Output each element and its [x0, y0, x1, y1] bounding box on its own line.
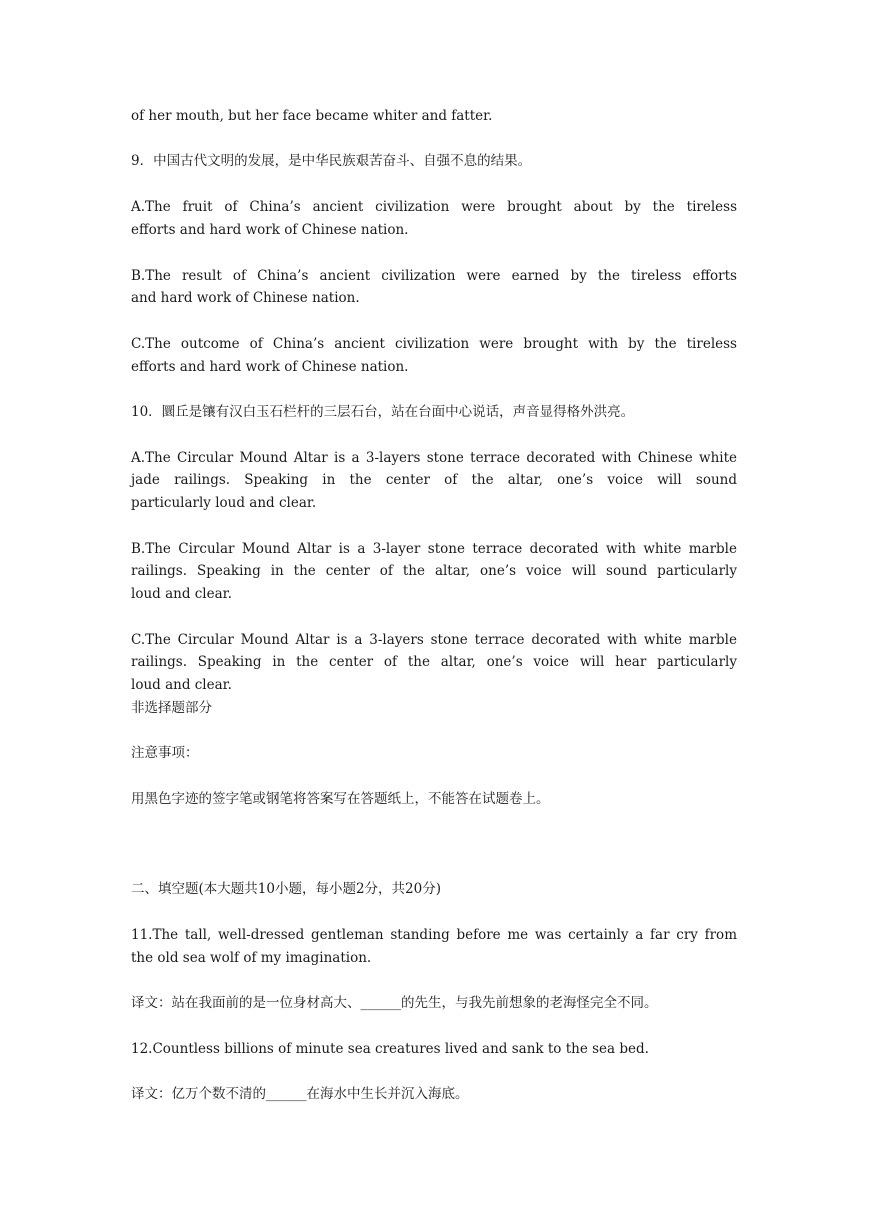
question-9-stem: 9．中国古代文明的发展，是中华民族艰苦奋斗、自强不息的结果。 [131, 153, 532, 169]
question-11-translation: 译文：站在我面前的是一位身材高大、______的先生，与我先前想象的老海怪完全不同。 [131, 995, 658, 1011]
option-line: loud and clear. [131, 677, 232, 693]
option-line: A.The Circular Mound Altar is a 3-layers stone terrace decorated with Chinese white [131, 450, 737, 466]
notice-text: 用黑色字迹的签字笔或钢笔将答案写在答题纸上，不能答在试题卷上。 [131, 791, 550, 807]
option-line: particularly loud and clear. [131, 495, 317, 511]
option-line: B.The result of China’s ancient civilization were earned by the tireless efforts [131, 268, 737, 284]
option-line: and hard work of Chinese nation. [131, 290, 360, 306]
option-line: jade railings. Speaking in the center of the altar, one’s voice will sound [131, 472, 737, 488]
option-line: C.The outcome of China’s ancient civilization were brought with by the tireless [131, 336, 737, 352]
option-line: efforts and hard work of Chinese nation. [131, 222, 409, 238]
question-10-stem: 10．圜丘是镶有汉白玉石栏杆的三层石台，站在台面中心说话，声音显得格外洪亮。 [131, 404, 635, 420]
question-line: the old sea wolf of my imagination. [131, 950, 372, 966]
question-line: 11.The tall, well-dressed gentleman standing before me was certainly a far cry from [131, 927, 737, 943]
continuation-line: of her mouth, but her face became whiter and fatter. [131, 108, 493, 124]
option-line: A.The fruit of China’s ancient civilization were brought about by the tireless [131, 199, 737, 215]
section-2-heading: 二、填空题(本大题共10小题，每小题2分，共20分) [131, 881, 441, 897]
notice-title: 注意事项： [131, 745, 199, 761]
option-line: B.The Circular Mound Altar is a 3-layer stone terrace decorated with white marble [131, 541, 737, 557]
option-line: railings. Speaking in the center of the altar, one’s voice will hear particularly [131, 654, 737, 670]
option-line: loud and clear. [131, 586, 232, 602]
non-choice-heading: 非选择题部分 [131, 700, 212, 716]
option-line: railings. Speaking in the center of the altar, one’s voice will sound particularly [131, 563, 737, 579]
option-line: C.The Circular Mound Altar is a 3-layers stone terrace decorated with white marble [131, 632, 737, 648]
question-12-text: 12.Countless billions of minute sea creatures lived and sank to the sea bed. [131, 1041, 649, 1057]
option-line: efforts and hard work of Chinese nation. [131, 359, 409, 375]
question-12-translation: 译文：亿万个数不清的______在海水中生长并沉入海底。 [131, 1086, 469, 1102]
